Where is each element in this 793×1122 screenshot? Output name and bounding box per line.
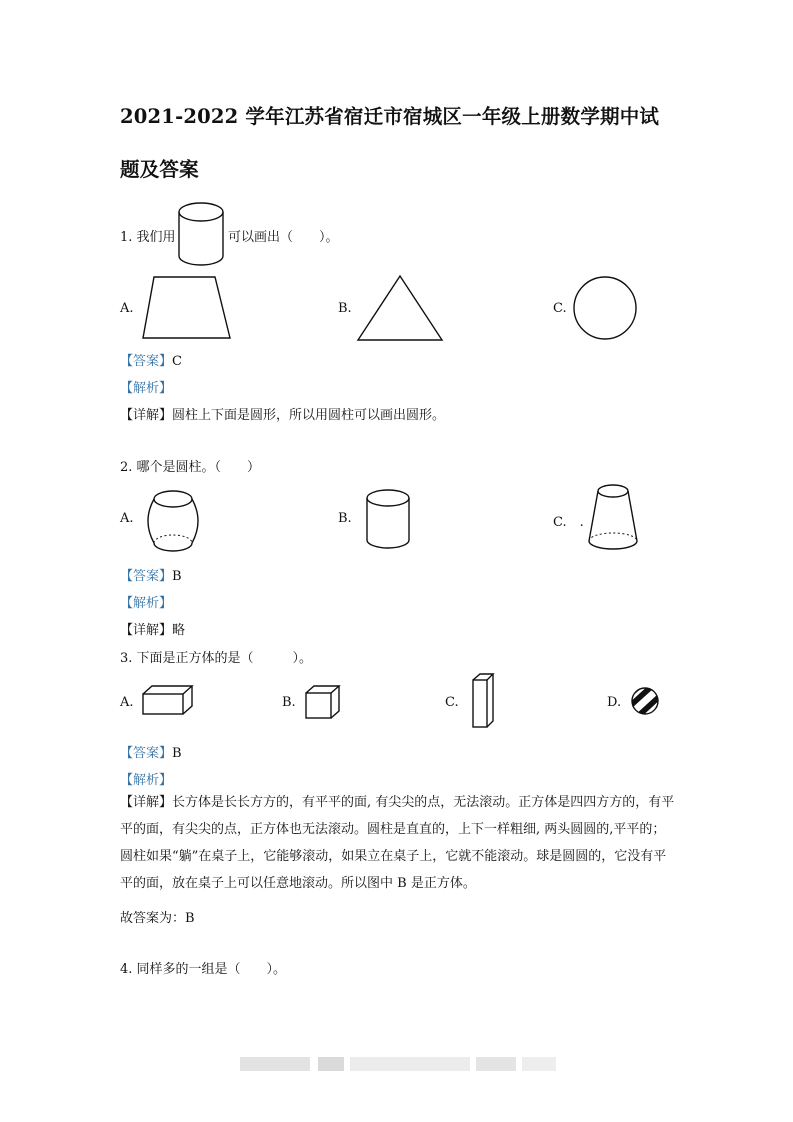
cuboid-icon	[141, 684, 195, 718]
frustum-icon	[586, 483, 642, 553]
q2-option-c-label: C. .	[553, 515, 584, 530]
q1-text-before: 1. 我们用	[120, 230, 176, 245]
page-title-line-2: 题及答案	[120, 158, 199, 181]
q2-detail-text: 略	[172, 623, 186, 638]
q3-answer-line	[120, 742, 182, 761]
triangle-icon	[355, 274, 445, 344]
q2-option-a-label: A.	[120, 511, 134, 526]
q3-detail-paragraph	[120, 789, 676, 897]
detail-tag: 【详解】	[120, 623, 173, 638]
answer-tag: 【答案】	[120, 569, 173, 584]
tall-prism-icon	[471, 672, 497, 730]
q2-option-b-label: B.	[338, 511, 352, 526]
barrel-icon	[146, 488, 202, 554]
q1-analysis-tag: 【解析】	[120, 381, 173, 396]
q2-detail-line	[120, 619, 185, 638]
q1-option-a-label: A.	[120, 301, 134, 316]
q2-question: 2. 哪个是圆柱。（ ）	[120, 460, 261, 475]
q3-option-c-label: C.	[445, 695, 459, 710]
cylinder-icon	[365, 488, 415, 550]
q2-analysis-tag: 【解析】	[120, 596, 173, 611]
q3-detail-text: 长方体是长长方方的，有平平的面, 有尖尖的点，无法滚动。正方体是四四方方的，有平平的面，有尖尖的点，正方体也无法滚动。圆柱是直直的，上下一样粗细, 两头圆圆的,平平的；圆柱如果“躺”在桌子上，它能够滚动，如果立在桌子上，它就不能滚动。球是圆圆的，它没有平平的面，放在桌子上可以任意地滚动。所以图中 B 是正方体。	[120, 795, 675, 891]
q1-option-b-label: B.	[338, 301, 352, 316]
answer-tag: 【答案】	[120, 746, 173, 761]
q2-answer-line	[120, 565, 182, 584]
trapezoid-icon	[140, 274, 240, 344]
answer-tag: 【答案】	[120, 354, 173, 369]
q3-option-b-label: B.	[282, 695, 296, 710]
q3-answer-value: B	[172, 746, 182, 761]
q2-answer-value: B	[172, 569, 182, 584]
q1-answer-line	[120, 350, 182, 369]
q1-answer-value: C	[172, 354, 182, 369]
q4-question: 4. 同样多的一组是（ ）。	[120, 962, 287, 977]
striped-ball-icon	[630, 686, 660, 716]
q3-question: 3. 下面是正方体的是（ ）。	[120, 651, 313, 666]
q1-detail-text: 圆柱上下面是圆形，所以用圆柱可以画出圆形。	[172, 408, 446, 423]
circle-icon	[572, 275, 640, 343]
detail-tag: 【详解】	[120, 795, 173, 810]
q1-detail-line	[120, 404, 445, 423]
detail-tag: 【详解】	[120, 408, 173, 423]
q3-option-d-label: D.	[607, 695, 622, 710]
page-title-line-1: 2021-2022 学年江苏省宿迁市宿城区一年级上册数学期中试	[120, 105, 660, 128]
q3-option-a-label: A.	[120, 695, 134, 710]
q1-text-after: 可以画出（ ）。	[228, 230, 339, 245]
cube-icon	[304, 684, 344, 720]
q3-analysis-tag: 【解析】	[120, 773, 173, 788]
cylinder-icon	[177, 201, 227, 267]
q3-conclusion: 故答案为：B	[120, 911, 195, 926]
q1-option-c-label: C.	[553, 301, 567, 316]
